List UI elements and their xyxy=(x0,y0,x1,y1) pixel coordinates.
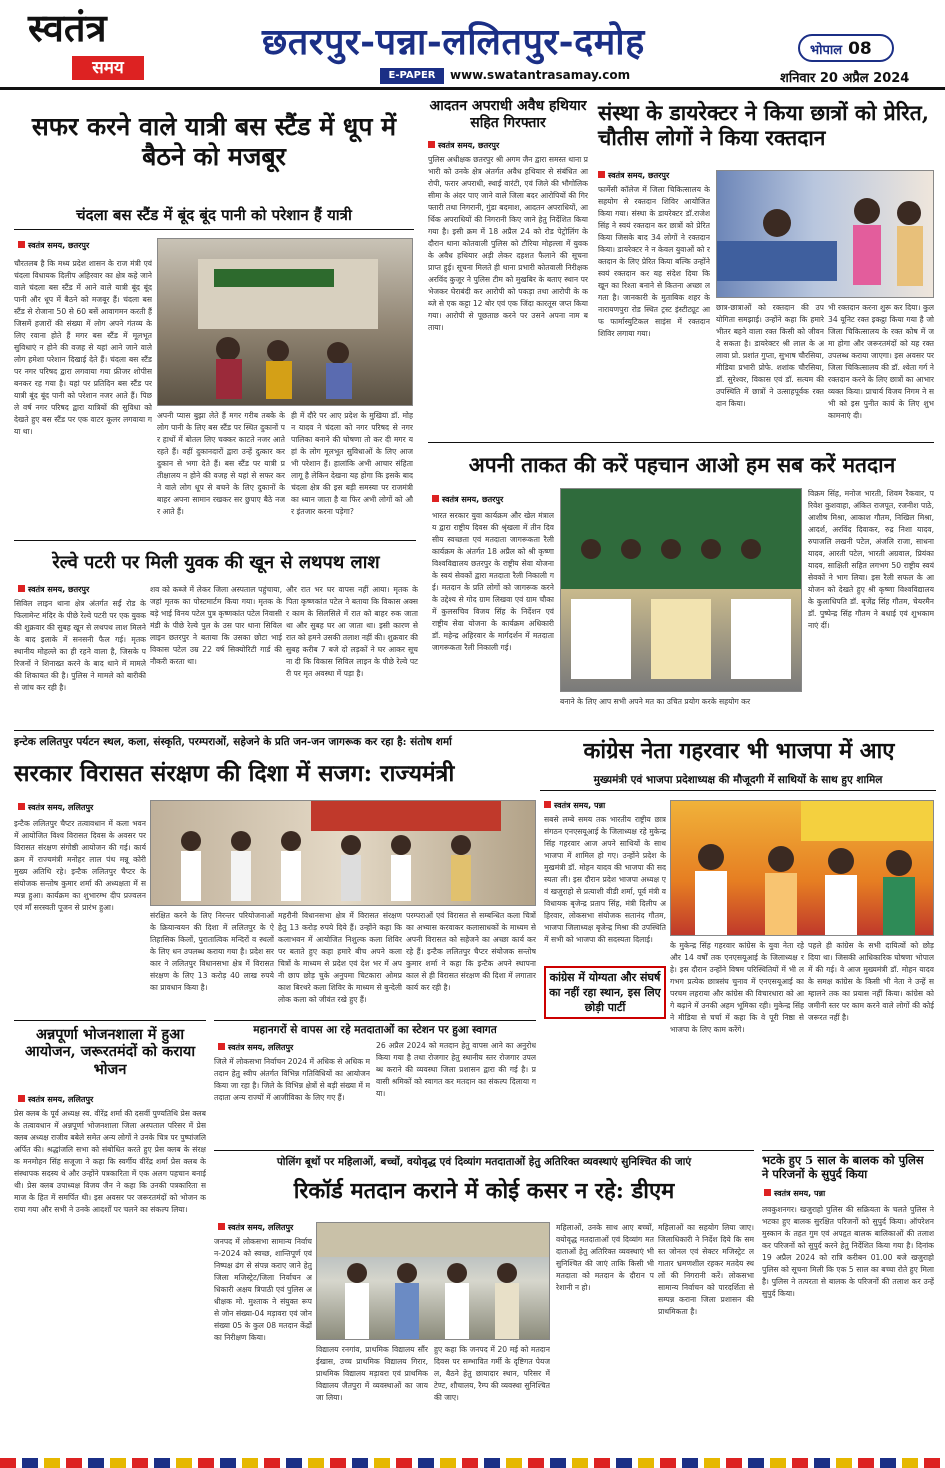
railway-byline: स्वतंत्र समय, छतरपुर xyxy=(18,584,89,595)
page-number: 08 xyxy=(848,39,872,59)
congress-joining-photo xyxy=(670,800,934,936)
recordvote-body-col4: महिलाओं, उनके साथ आए बच्चों, वयोवृद्ध मतदाताओं एवं दिव्यांग मतदाताओं हेतु अतिरिक्त व्यवस्थाएं भी सुनिश्चित की जाएं ताकि किसी भी मतदाता को मतदान के दौरान परेशानी न हो। xyxy=(556,1223,654,1292)
divider xyxy=(214,1020,536,1021)
congress-byline: स्वतंत्र समय, पन्ना xyxy=(544,800,605,811)
metro-byline: स्वतंत्र समय, ललितपुर xyxy=(218,1042,293,1053)
blood-body-col2: छात्र-छात्राओं को रक्तदान की उपयोगिता समझाई। उन्होंने कहा कि हमारे भीतर बहने वाला रक्त किसी को जीवन दे सकता है। डायरेक्टर श्री लाल के अलावा प्रो. प्रशांत गुप्ता, सुभाष चौरसिया, मीडिया प्रभारी प्रोफे. शशांक चौरसिया, डॉ. सुरेश्वर, विकास एवं डॉ. सत्यम की उपस्थिति में छात्रों ने उत्साहपूर्वक रक्तदान किया। xyxy=(716,303,824,408)
vote-body-col2: विक्रम सिंह, मनोज भारती, शिवम रैकवार, परिवेश कुशवाहा, अंकित राजपूत, रजनीश पाठे, आशीष मिश्रा, आकाश गौतम, निखिल मिश्रा, आदर्श, अरविंद दिवाकर, रुद्र निशा यादव, रुपाजलि लखनी पटेल, अंजलि राजा, साधना यादव, आरती पटेल, भारती अग्रवाल, प्रियंका यादव, साक्षिती सहित लगभग 50 राष्ट्रीय स्वयं सेवकों ने भाग लिया। इस रैली सफल के आयोजन को देखते हुए श्री कृष्णा विश्वविद्यालय के कुलाधिपति डॉ. बृजेंद्र सिंह गौतम, चेयरमैन डॉ. पुष्पेन्द्र सिंह गौतम ने बधाई एवं शुभकामनाएं दीं। xyxy=(808,489,934,630)
dm-inspection-photo xyxy=(316,1222,550,1340)
arms-body: पुलिस अधीक्षक छतरपुर श्री अगम जैन द्वारा समस्त थाना प्रभारी को उनके क्षेत्र अंतर्गत अवैध हथियार से संबंधित आरोपी, फरार अपराधी, स्थाई वारंटी, एवं जिले की भौगोलिक सीमा के अंदर पाए जाने वाले जिला बदर आरोपियों की गिरफ्तारी तथा निगरानी, गुंडा बदमाश, आदतन अपराधियों, आर्थिक अपराधियों की निगरानी किए जाने हेतु निर्देशित किया गया है। इसी क्रम में 18 अप्रैल 24 को रोड पेट्रोलिंग के दौरान थाना कोतवाली पुलिस को टौरिया मोहल्ला में युवक के अवैध हथियार अड़ी लेकर दहशत फैलाने की सूचना प्राप्त हुई। सूचना मिलते ही थाना प्रभारी कोतवाली निरीक्षक अरविंद कुजूर ने पुलिस टीम को मुखबिर के बताए स्थान पर भेजकर घेराबंदी कर आरोपी को पकड़ा तथा आरोपी के कब्जे से एक कट्टा 12 बोर एवं एक जिंदा कारतूस जप्त किया गया। आरोपी से पूछताछ करने पर उसने अपना नाम बताया। xyxy=(428,155,588,332)
blood-headline: संस्था के डायरेक्टर ने किया छात्रों को प्रेरित, चौतीस लोगों ने किया रक्तदान xyxy=(598,100,930,151)
bus-body-col3: ही में दौरे पर आए प्रदेश के मुखिया डॉ. मोहन यादव ने चंदला को नगर परिषद से नगर पालिका बनाने की घोषणा तो कर दी मगर यहां के लोग मूलभूत सुविधाओं के लिए आज भी परेशान हैं। हालांकि अभी आचार संहिता लागू है लेकिन देखना यह होगा कि इसके बाद चंदला क्षेत्र की इस बड़ी समस्या पर राजमंत्री का ध्यान जाता है या फिर अभी लोगों को और इंतजार करना पड़ेगा? xyxy=(291,411,413,516)
byline-marker-icon xyxy=(428,141,435,148)
metro-headline: महानगरों से वापस आ रहे मतदाताओं का स्टेशन पर हुआ स्वागत xyxy=(253,1024,497,1036)
vote-photo-caption: बनाने के लिए आप सभी अपने मत का उचित प्रयोग करके सहयोग कर xyxy=(560,697,751,706)
color-registration-strip xyxy=(0,1458,945,1468)
heritage-event-photo xyxy=(150,800,536,906)
recordvote-body-col1: जनपद में लोकसभा सामान्य निर्वाचन-2024 को स्वच्छ, शान्तिपूर्ण एवं निष्पक्ष ढंग से संपन्न कराए जाने हेतु जिला मजिस्ट्रेट/जिला निर्वाचन अधिकारी अक्षय त्रिपाठी एवं पुलिस अधीक्षक मो. मुश्ताक ने संयुक्त रूप से जोन संख्या-04 मड़ावरा एवं जोन संख्या 05 के कुल 08 मतदान केंद्रों का निरीक्षण किया। xyxy=(214,1237,312,1342)
congress-pullquote: कांग्रेस में योग्यता और संघर्ष का नहीं रहा स्थान, इस लिए छोड़ी पार्टी xyxy=(544,966,666,1019)
bhojan-byline: स्वतंत्र समय, ललितपुर xyxy=(18,1094,93,1105)
recordvote-body-col2: विद्यालय रनगांव, प्राथमिक विद्यालय सौंरईखास, उच्च प्राथमिक विद्यालय गिरार, प्राथमिक विद्यालय मड़ावरा एवं प्राथमिक विद्यालय जैतपुरा में व्यवस्थाओं का जायजा लिया। xyxy=(316,1345,428,1402)
recordvote-byline: स्वतंत्र समय, ललितपुर xyxy=(218,1222,293,1233)
heritage-body-col3: महरौनी विधानसभा क्षेत्र में विरासत संरक्षण हेतु 13 करोड़ रुपये दिये हैं। उन्होंने कहा कि कलाभवन में आयोजित निशुल्क कला शिविर पर बताते हुए कहा हमारे बीच अपने कला चित्रों के माध्यम से प्रदेश एवं देश भर में अपनी छाप छोड़ चुके अनुपमा चिटकारा ओमप्रकाश बिरथरे कला शिविर के माध्यम से बुन्देली लोक कला को जीवंत रखे हुए हैं। xyxy=(278,911,402,1004)
congress-joining-photo-art xyxy=(671,801,934,936)
heritage-body-col2: संरक्षित करने के लिए निरन्तर परियोजनाओं के क्रियान्वयन की दिशा में ललितपुर के ऐतिहासिक किलों, पुरातात्विक मन्दिरों व स्थलों के लिए धन उपलब्ध कराया गया है। प्रदेश सरकार ने ललितपुर विधानसभा क्षेत्र में विरासत संरक्षण के लिए 13 करोड़ 40 लाख रुपये का प्रावधान किया है। xyxy=(150,911,274,992)
arms-headline: आदतन अपराधी अवैध हथियार सहित गिरफ्तार xyxy=(429,98,587,131)
missing-byline: स्वतंत्र समय, पन्ना xyxy=(764,1188,825,1199)
epaper-tag: E-PAPER xyxy=(380,68,444,84)
bus-headline: सफर करने वाले यात्री बस स्टैंड में धूप में बैठने को मजबूर xyxy=(31,112,397,171)
metro-body-col2: 26 अप्रैल 2024 को मतदान हेतु वापस आने का अनुरोध किया गया है तथा रोजगार हेतु स्थानीय स्तर रोजगार उपलब्ध कराने की व्यवस्था जिला प्रशासन द्वारा की गई है। प्रवासी श्रमिकों को स्वागत कर मतदान का संकल्प दिलाया गया। xyxy=(376,1041,536,1098)
voting-rally-photo-art xyxy=(561,489,802,692)
recordvote-headline: रिकॉर्ड मतदान कराने में कोई कसर न रहे: डीएम xyxy=(293,1178,675,1204)
byline-marker-icon xyxy=(598,171,605,178)
logo-title: स्वतंत्र xyxy=(28,5,107,50)
recordvote-kicker: पोलिंग बूथों पर महिलाओं, बच्चों, वयोवृद्ध एवं दिव्यांग मतदाताओं हेतु अतिरिक्त व्यवस्थाएं सुनिश्चित की जाएं xyxy=(276,1156,692,1168)
divider xyxy=(762,1150,934,1151)
blood-donation-photo-art xyxy=(717,171,934,298)
blood-body-col3: भी रक्तदान करना शुरू कर दिया। कुल 34 यूनिट रक्त इकट्ठा किया गया है जो जिला चिकित्सालय के रक्त कोष में जमा होगा और जरूरतमंदों को यह रक्त उपलब्ध कराया जाएगा। इस अवसर पर जिला चिकित्सालय की डॉ. श्वेता गर्ग ने रक्तदान करने के लिए छात्रों का आभार व्यक्त किया। प्राचार्य विजय निगम ने सभी को इस पुनीत कार्य के लिए शुभकामनाएं दी। xyxy=(828,303,934,420)
congress-body-col3: पहले ही कांग्रेस के सभी दायित्वों को छोड़ दिया था। जिसकी आधिकारिक घोषणा भोपाल में की गई। वे आज मुख्यमंत्री डॉ. मोहन यादव के समक्ष कांग्रेस के किसी भी नेता ने उन्हें सम्हालने तक का प्रयास नहीं किया। कांग्रेस को जमीनी स्तर पर काम करने वाले लोगों की कोई जरूरत नहीं है। xyxy=(808,941,934,1022)
masthead xyxy=(0,0,945,90)
congress-headline: कांग्रेस नेता गहरवार भी भाजपा में आए xyxy=(583,738,895,764)
byline-marker-icon xyxy=(18,241,25,248)
bhojan-headline: अन्नपूर्णा भोजनशाला में हुआ आयोजन, जरूरतमंदों को कराया भोजन xyxy=(24,1026,196,1078)
divider xyxy=(14,540,416,541)
blood-body-col1: फार्मेसी कॉलेज में जिला चिकित्सालय के सहयोग से रक्तदान शिविर आयोजित किया गया। संस्था के डायरेक्टर डॉ.राजेश सिंह ने स्वयं रक्तदान कर छात्रों को प्रेरित किया जिसके बाद 34 लोगों ने रक्तदान किया। डायरेक्टर ने न केवल युवाओं को रक्तदान के लिए प्रेरित किया बल्कि उन्होंने स्वयं रक्तदान कर यह संदेश दिया कि खून का रिश्ता बनाने से कितना अच्छा लगता है। जानकारी के मुताबिक शहर के नारायणपुरा रोड स्थित ट्रस्ट इंस्टीट्यूट आफ फार्मास्युटिकल साइंस में रक्तदान शिविर लगाया गया। xyxy=(598,185,710,338)
heritage-body-col1: इन्टैक ललितपुर चैप्टर तत्वावधान में कला भवन में आयोजित विश्व विरासत दिवस के अवसर पर विरासत संरक्षण संगोष्ठी आयोजन की गई। कार्यक्रम में राज्यमंत्री मनोहर लाल पंथ मन्नू कोरी मुख्य अतिथि रहे। इन्टैक ललितपुर चैप्टर के संयोजक सन्तोष कुमार शर्मा की अध्यक्षता में सम्पन्न हुआ। कार्यक्रम का शुभारम्भ दीप प्रज्वलन एवं माँ सरस्वती पूजन से प्रारंभ हुआ। xyxy=(14,819,146,912)
byline-marker-icon xyxy=(544,801,551,808)
vote-body-col1: भारत सरकार युवा कार्यक्रम और खेल मंत्रालय द्वारा राष्ट्रीय दिवस की श्रृंखला में तीन दिवसीय स्वच्छता एवं मतदाता जागरूकता रैली कार्यक्रम के अंतर्गत 18 अप्रैल को श्री कृष्णा विश्वविद्यालय छतरपुर के राष्ट्रीय सेवा योजना के स्वयं सेवकों द्वारा मतदाता रैली निकाली गई। मतदान के प्रति लोगों को जागरूक करने के उद्देश्य से गोद ग्राम लिखवा एवं ग्राम चौका में कुलसचिव विजय सिंह के निर्देशन एवं राष्ट्रीय सेवा योजना के कार्यक्रम अधिकारी डॉ. महेन्द्र अहिरवार के मार्गदर्शन में मतदाता जागरूकता रैली निकाली गई। xyxy=(432,511,554,652)
bus-body-col1: चौरतलब है कि मध्य प्रदेश शासन के राज मंत्री एवं चंदला विधायक दिलीप अहिरवार का क्षेत्र कहे जाने वाले चंदला बस स्टैंड में आने वाले यात्री बूंद बूंद पानी और धूप में बैठने को मजबूर हैं। चंदला बस स्टैंड से रोजाना 50 से 60 बसें आवागमन करती हैं जिसमें हजारों की संख्या में लोग अपने गंतव्य के लिए रवाना होते हैं मगर बस स्टैंड में मूलभूत सुविधाएं न होने की वजह से यहां आने जाने वाले लोग हमेशा परेशान दिखाई देते हैं। चंदला बस स्टैंड पर नगर परिषद द्वारा लगवाया गया फ्रीजर शोपीस बनकर रह गया है। यहां पर प्रतिदिन बस स्टैंड पर यात्री बूंद बूंद पानी को परेशान नजर आते हैं। पिछले वर्ष नगर परिषद द्वारा यात्रियों की सुविधा को देखते हुए बस स्टैंड पर एक वाटर कूलर लगवाया गया था। xyxy=(14,259,152,436)
divider xyxy=(428,442,934,443)
logo-subtitle: समय xyxy=(72,56,144,80)
metro-body-col1: जिले में लोकसभा निर्वाचन 2024 में अधिक से अधिक मतदान हेतु स्वीप अंतर्गत विभिन्न गतिविधियों का आयोजन किया जा रहा है। जिले के विभिन्न क्षेत्रों से बड़ी संख्या में मतदाता अन्य राज्यों में आजीविका के लिए गए हैं। xyxy=(214,1057,370,1102)
recordvote-body-col3: हुए कहा कि जनपद में 20 मई को मतदान दिवस पर सम्भावित गर्मी के दृष्टिगत पेयजल, बैठने हेतु छायादार स्थान, परिसर में टेण्ट, शौचालय, रैम्प की व्यवस्था सुनिश्चित की जाए। xyxy=(434,1345,550,1402)
railway-body-col3: और रात भर घर वापस नहीं आया। मृतक के पिता कृष्णकांत पटेल ने बताया कि विकास अक्सर काम के सिलसिले में रात को बाहर रुक जाता था और सुबह घर आ जाता था। इसी कारण से रात को हमने उसकी तलाश नहीं की। शुक्रवार की सुबह करीब 7 बजे दो लड़कों ने घर आकर सूचना दी कि विकास सिविल लाइन के पीछे रेल्वे पटरी पर मृत अवस्था में पड़ा है। xyxy=(286,585,418,678)
arms-byline: स्वतंत्र समय, छतरपुर xyxy=(428,140,499,151)
bus-subhead: चंदला बस स्टैंड में बूंद बूंद पानी को परेशान हैं यात्री xyxy=(14,206,414,230)
byline-marker-icon xyxy=(764,1189,771,1196)
blood-byline: स्वतंत्र समय, छतरपुर xyxy=(598,170,669,181)
voting-rally-photo xyxy=(560,488,802,692)
bus-byline: स्वतंत्र समय, छतरपुर xyxy=(18,240,89,251)
vote-headline: अपनी ताकत की करें पहचान आओ हम सब करें मतदान xyxy=(468,452,896,477)
bus-stand-photo xyxy=(157,238,413,406)
bus-body-col2: अपनी प्यास बुझा लेते हैं मगर गरीब तबके के लोग पानी के लिए बस स्टैंड पर स्थित दुकानों पर हाथों में बोतल लिए चक्कर काटते नजर आते रहते हैं। वहीं दुकानदारों द्वारा उन्हें दुत्कार कर दुकान से भगा देते हैं। बस स्टैंड पर यात्री प्रतीक्षालय न होने की वजह से यहां से सफर करने वाले लोग धूप से बचने के लिए दुकानों के बाहर अपना सामान रखकर सर छुपाए बैठे नजर आते हैं। xyxy=(157,411,285,516)
divider xyxy=(214,1150,754,1151)
bhojan-body: प्रेस क्लब के पूर्व अध्यक्ष स्व. वीरेंद्र शर्मा की दसवीं पुण्यतिथि प्रेस क्लब के तत्वावधान में अन्नपूर्णा भोजनशाला जिला अस्पताल परिसर में प्रेस क्लब अध्यक्ष राजीव बबेले समेत अन्य लोगों ने उनके चित्र पर पुष्पांजलि अर्पित की। श्रद्धांजलि सभा को संबोधित करते हुए प्रेस क्लब के संरक्षक मनमोहन सिंह सजूजा ने कहा कि स्वर्गीय वीरेंद्र शर्मा प्रेस क्लब के संस्थापक सदस्य थे और उन्होंने पत्रकारिता में एक अलग पहचान बनाई थी। प्रेस क्लब उपाध्यक्ष विजय जैन ने कहा कि उनकी पत्रकारिता समाज के हित में समर्पित थी। इस अवसर पर जरूरतमंदों को भोजन कराया गया और सभी ने उनके आदर्शों पर चलने का संकल्प लिया। xyxy=(14,1109,206,1214)
byline-marker-icon xyxy=(218,1223,225,1230)
congress-subhead: मुख्यमंत्री एवं भाजपा प्रदेशाध्यक्ष की मौजूदगी में साथियों के साथ हुए शामिल xyxy=(540,774,936,791)
heritage-event-photo-art xyxy=(151,801,536,906)
missing-headline: भटके हुए 5 साल के बालक को पुलिस ने परिजनों के सुपुर्द किया xyxy=(762,1153,924,1181)
byline-marker-icon xyxy=(18,585,25,592)
bus-stand-photo-art xyxy=(158,239,413,406)
railway-body-col2: शव को कब्जे में लेकर जिला अस्पताल पहुंचाया, जहां मृतक का पोस्टमार्टम किया गया। मृतक के बड़े भाई विनय पटेल पुत्र कृष्णकांत पटेल निवासी मंडी के पीछे रेल्वे पुल के उस पार थाना सिविल लाइन छतरपुर ने बताया कि उसका छोटा भाई विकास पटेल उम्र 22 वर्ष सिक्योरिटी गार्ड की नौकरी करता था। xyxy=(150,585,282,666)
divider xyxy=(14,730,934,731)
missing-body: लवकुशनगर। खजुराहो पुलिस की सक्रियता के चलते पुलिस ने भटका हुए बालक सुरक्षित परिजनों को सुपुर्द किया। ऑपरेशन मुस्कान के तहत गुम एवं अपहृत बालक बालिकाओं की तलाश कर परिजनों को सुपुर्द करने हेतु निर्देशित किया गया है। दिनांक 19 अप्रैल 2024 को रात्रि करीबन 01.00 बजे खजुराहो पुलिस को सूचना मिली कि एक 5 साल का बच्चा रोते हुए मिला है। पुलिस ने तत्परता से बालक के परिजनों की तलाश कर उन्हें सुपुर्द किया। xyxy=(762,1205,934,1298)
website-link[interactable]: www.swatantrasamay.com xyxy=(450,68,631,82)
heritage-byline: स्वतंत्र समय, ललितपुर xyxy=(18,802,93,813)
byline-marker-icon xyxy=(18,803,25,810)
heritage-headline: सरकार विरासत संरक्षण की दिशा में सजग: राज्यमंत्री xyxy=(14,760,455,787)
vote-byline: स्वतंत्र समय, छतरपुर xyxy=(432,494,503,505)
byline-marker-icon xyxy=(218,1043,225,1050)
blood-donation-photo xyxy=(716,170,934,298)
heritage-kicker: इन्टेक ललितपुर पर्यटन स्थल, कला, संस्कृति, परम्पराओं, सहेजने के प्रति जन-जन जागरूक कर रहा है: संतोष शर्मा xyxy=(14,736,452,748)
heritage-body-col4: परम्पराओं एवं विरासत से सम्बन्धित कला चित्रों का अभ्यास करवाकर कलासाधकों के माध्यम से अपनी विरासत को सहेजने का अच्छा कार्य कर रहे हैं। इन्टैक ललितपुर चैप्टर संयोजक सन्तोष कुमार शर्मा ने कहा कि इन्टैक अपने स्थापना काल से ही विरासत संरक्षण की दिशा में लगातार कार्य कर रही है। xyxy=(406,911,536,992)
recordvote-body-col5: महिलाओं का सहयोग लिया जाए। जिलाधिकारी ने निर्देश दिये कि समस्त जोनल एवं सेक्टर मजिस्ट्रेट लगातार भ्रमणशील रहकर मतदेय स्थलों की निगरानी करें। लोकसभा सामान्य निर्वाचन को पारदर्शिता से सम्पन्न कराना जिला प्रशासन की प्राथमिकता है। xyxy=(658,1223,754,1316)
city-name: भोपाल xyxy=(810,43,843,58)
dm-inspection-photo-art xyxy=(317,1223,550,1340)
railway-body-col1: सिविल लाइन थाना क्षेत्र अंतर्गत सर्ई रोड के फिलामेन्ट मंदिर के पीछे रेल्वे पटरी पर एक युवक की शुक्रवार की सुबह खून से लथपथ लाश मिलने के बाद इलाके में सनसनी फैल गई। मृतक स्थानीय मोहल्ले का ही रहने वाला है, जिसके परिजनों ने शिनाख्त करने के बाद थाने में मामले की शिकायत की है। पुलिस ने मामले को बारीकी से जांच कर रही है। xyxy=(14,599,146,692)
congress-body-col1: सबसे लम्बे समय तक भारतीय राष्ट्रीय छात्र संगठन एनएसयूआई के जिलाध्यक्ष रहे मुकेन्द्र सिंह गहरवार आज अपने साथियों के साथ भाजपा में शामिल हो गए। उन्होंने प्रदेश के मुखमंत्री डॉ. मोहन यादव की भाजपा की सदस्यता ली। इस दौरान प्रदेश भाजपा अध्यक्ष एवं खजुराहो से प्रत्याशी वीडी शर्मा, पूर्व मंत्री व विधायक बृजेन्द्र प्रताप सिंह, मंत्री दिलीप अहिरवार, लोकसभा संयोजक सतानंद गौतम, भाजपा जिलाध्यक्ष बृजेन्द्र मिश्रा की उपस्थिति में सभी को भाजपा की सदस्यता दिलाई। xyxy=(544,815,666,944)
byline-marker-icon xyxy=(432,495,439,502)
congress-body-col2: के मुकेन्द्र सिंह गहरवार कांग्रेस के युवा नेता रहे और 14 वर्षों तक एनएसयूआई के जिलाध्यक्ष रहे। इस दौरान उन्होंने विषम परिस्थितियों में भी लगभग प्रत्येक छात्रसंघ चुनाव में एनएसयूआई का परचम लहराया और कांग्रेस की विचारधारा को आगे बढ़ाने में उनकी अहम भूमिका रही। मुकेन्द्र सिंह ने मीडिया से चर्चा में कहा कि वे पूरी निष्ठा से भाजपा के लिए काम करेंगे। xyxy=(670,941,804,1034)
byline-marker-icon xyxy=(18,1095,25,1102)
issue-date: शनिवार 20 अप्रैल 2024 xyxy=(780,71,910,86)
edition-title: छतरपुर-पन्ना-ललितपुर-दमोह xyxy=(262,21,645,63)
city-badge xyxy=(798,34,894,62)
divider xyxy=(14,1020,206,1021)
railway-headline: रेल्वे पटरी पर मिली युवक की खून से लथपथ लाश xyxy=(52,552,380,573)
